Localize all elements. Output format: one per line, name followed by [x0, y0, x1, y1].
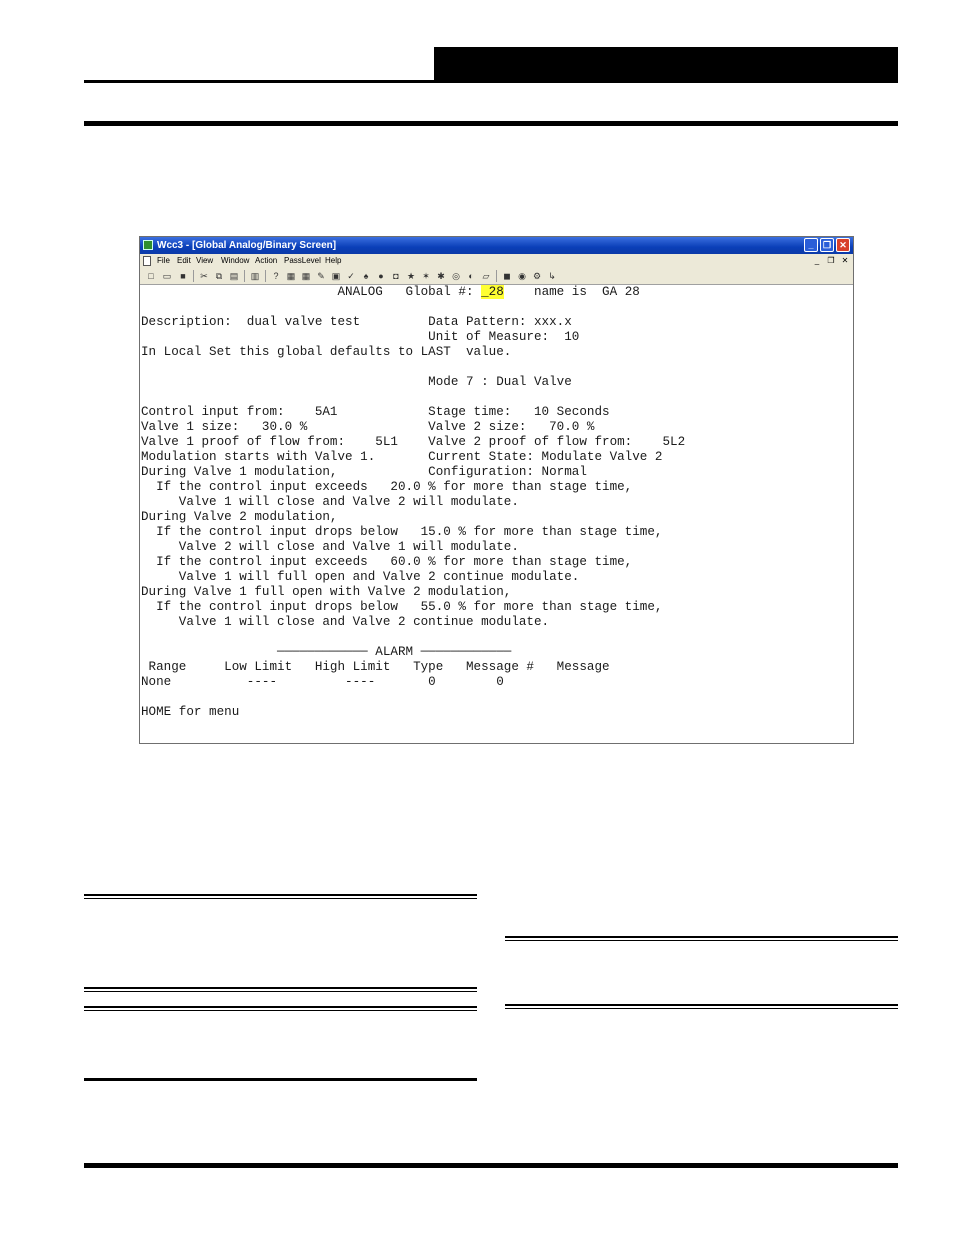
tool-icon[interactable]: ✎	[317, 271, 325, 281]
tool-icon[interactable]: ◐	[468, 271, 474, 281]
minimize-button[interactable]: _	[804, 238, 818, 252]
mdi-restore-button[interactable]: ❐	[827, 256, 835, 265]
tool-icon[interactable]: ⚙	[532, 271, 542, 281]
footer-rule	[84, 1163, 898, 1168]
tool-icon[interactable]: ✶	[422, 271, 430, 281]
close-button[interactable]: ✕	[836, 238, 850, 252]
app-window	[139, 236, 854, 744]
terminal-line: If the control input drops below 55.0 % for more than stage time,	[141, 600, 663, 614]
title-bar[interactable]	[140, 237, 853, 254]
terminal-header-line	[141, 285, 640, 300]
menu-help[interactable]: Help	[325, 256, 342, 265]
save-icon[interactable]: ■	[180, 271, 186, 281]
terminal-line: If the control input exceeds 60.0 % for more than stage time,	[141, 555, 633, 569]
alarm-values-line: None ---- ---- 0 0	[141, 675, 504, 689]
terminal-line: Modulation starts with Valve 1. Current State: Modulate Valve 2	[141, 450, 663, 464]
header-suffix: name is GA 28	[503, 285, 640, 299]
terminal-screen[interactable]	[140, 285, 853, 743]
cut-icon[interactable]: ✂	[200, 271, 208, 281]
open-icon[interactable]: ▭	[162, 271, 172, 281]
toolbar	[140, 268, 853, 285]
tool-icon[interactable]: ★	[406, 271, 416, 281]
paste-icon[interactable]: ▤	[229, 271, 239, 281]
alarm-header-line: Range Low Limit High Limit Type Message # Message	[141, 660, 610, 674]
menu-action[interactable]: Action	[255, 256, 278, 265]
left-column-rule-2b	[84, 991, 477, 992]
terminal-line: During Valve 1 full open with Valve 2 modulation,	[141, 585, 512, 599]
left-column-rule-4	[84, 1078, 477, 1081]
tool-icon[interactable]: ◉	[518, 271, 526, 281]
mdi-minimize-button[interactable]: _	[814, 256, 820, 265]
tool-icon[interactable]: ♠	[363, 271, 369, 281]
toolbar-separator	[244, 270, 245, 282]
terminal-line: Mode 7 : Dual Valve	[141, 375, 572, 389]
terminal-line: In Local Set this global defaults to LAST value.	[141, 345, 512, 359]
terminal-line: Description: dual valve test Data Pattern: xxx.x	[141, 315, 572, 329]
terminal-line: Unit of Measure: 10	[141, 330, 580, 344]
header-tab-bar	[434, 47, 898, 80]
app-icon	[143, 240, 153, 250]
document-icon[interactable]	[143, 256, 151, 266]
window-title: Wcc3 - [Global Analog/Binary Screen]	[157, 240, 337, 251]
alarm-divider-line: ──────────── ALARM ────────────	[141, 645, 512, 659]
tool-icon[interactable]: ●	[378, 271, 384, 281]
menu-view[interactable]: View	[196, 256, 214, 265]
terminal-line: Valve 1 size: 30.0 % Valve 2 size: 70.0 %	[141, 420, 595, 434]
print-icon[interactable]: ▥	[250, 271, 260, 281]
left-column-rule-1	[84, 894, 477, 896]
terminal-line: During Valve 1 modulation, Configuration: Normal	[141, 465, 587, 479]
menu-window[interactable]: Window	[221, 256, 250, 265]
tool-icon[interactable]: ▱	[482, 271, 490, 281]
mdi-close-button[interactable]: ✕	[841, 256, 849, 265]
tool-icon[interactable]: ↳	[548, 271, 556, 281]
new-icon[interactable]: □	[148, 271, 154, 281]
toolbar-separator	[265, 270, 266, 282]
right-column-rule-1b	[505, 940, 898, 941]
global-number-field[interactable]: _28	[481, 285, 504, 299]
help-icon[interactable]: ?	[273, 271, 279, 281]
terminal-line: If the control input drops below 15.0 % for more than stage time,	[141, 525, 663, 539]
terminal-line: Control input from: 5A1 Stage time: 10 Seconds	[141, 405, 610, 419]
header-prefix: ANALOG Global #:	[141, 285, 482, 299]
terminal-line: If the control input exceeds 20.0 % for more than stage time,	[141, 480, 633, 494]
menu-passlevel[interactable]: PassLevel	[284, 256, 321, 265]
printer-icon[interactable]: ▦	[286, 271, 296, 281]
printer-icon[interactable]: ▦	[301, 271, 311, 281]
terminal-line: Valve 2 will close and Valve 1 will modulate.	[141, 540, 519, 554]
header-rule-thin	[84, 80, 898, 83]
header-rule-thick	[84, 121, 898, 126]
left-column-rule-3b	[84, 1010, 477, 1011]
toolbar-separator	[496, 270, 497, 282]
terminal-line: Valve 1 will close and Valve 2 continue modulate.	[141, 615, 550, 629]
tool-icon[interactable]: ◘	[393, 271, 399, 281]
menu-edit[interactable]: Edit	[177, 256, 191, 265]
tool-icon[interactable]: ◎	[452, 271, 460, 281]
right-column-rule-2	[505, 1004, 898, 1006]
terminal-line: Valve 1 proof of flow from: 5L1 Valve 2 proof of flow from: 5L2	[141, 435, 686, 449]
right-column-rule-2b	[505, 1008, 898, 1009]
tool-icon[interactable]: ▣	[331, 271, 341, 281]
copy-icon[interactable]: ⧉	[215, 271, 223, 281]
terminal-line: Valve 1 will full open and Valve 2 continue modulate.	[141, 570, 580, 584]
left-column-rule-3	[84, 1006, 477, 1008]
left-column-rule-2	[84, 987, 477, 989]
maximize-button[interactable]: ❐	[820, 238, 834, 252]
toolbar-separator	[193, 270, 194, 282]
menu-file[interactable]: File	[157, 256, 170, 265]
tool-icon[interactable]: ✱	[437, 271, 445, 281]
tool-icon[interactable]: ✓	[347, 271, 355, 281]
right-column-rule-1	[505, 936, 898, 938]
tool-icon[interactable]: ◼	[503, 271, 511, 281]
menu-bar	[140, 254, 853, 268]
terminal-line: Valve 1 will close and Valve 2 will modulate.	[141, 495, 519, 509]
home-menu-hint: HOME for menu	[141, 705, 240, 719]
terminal-line: During Valve 2 modulation,	[141, 510, 338, 524]
left-column-rule-1b	[84, 898, 477, 899]
